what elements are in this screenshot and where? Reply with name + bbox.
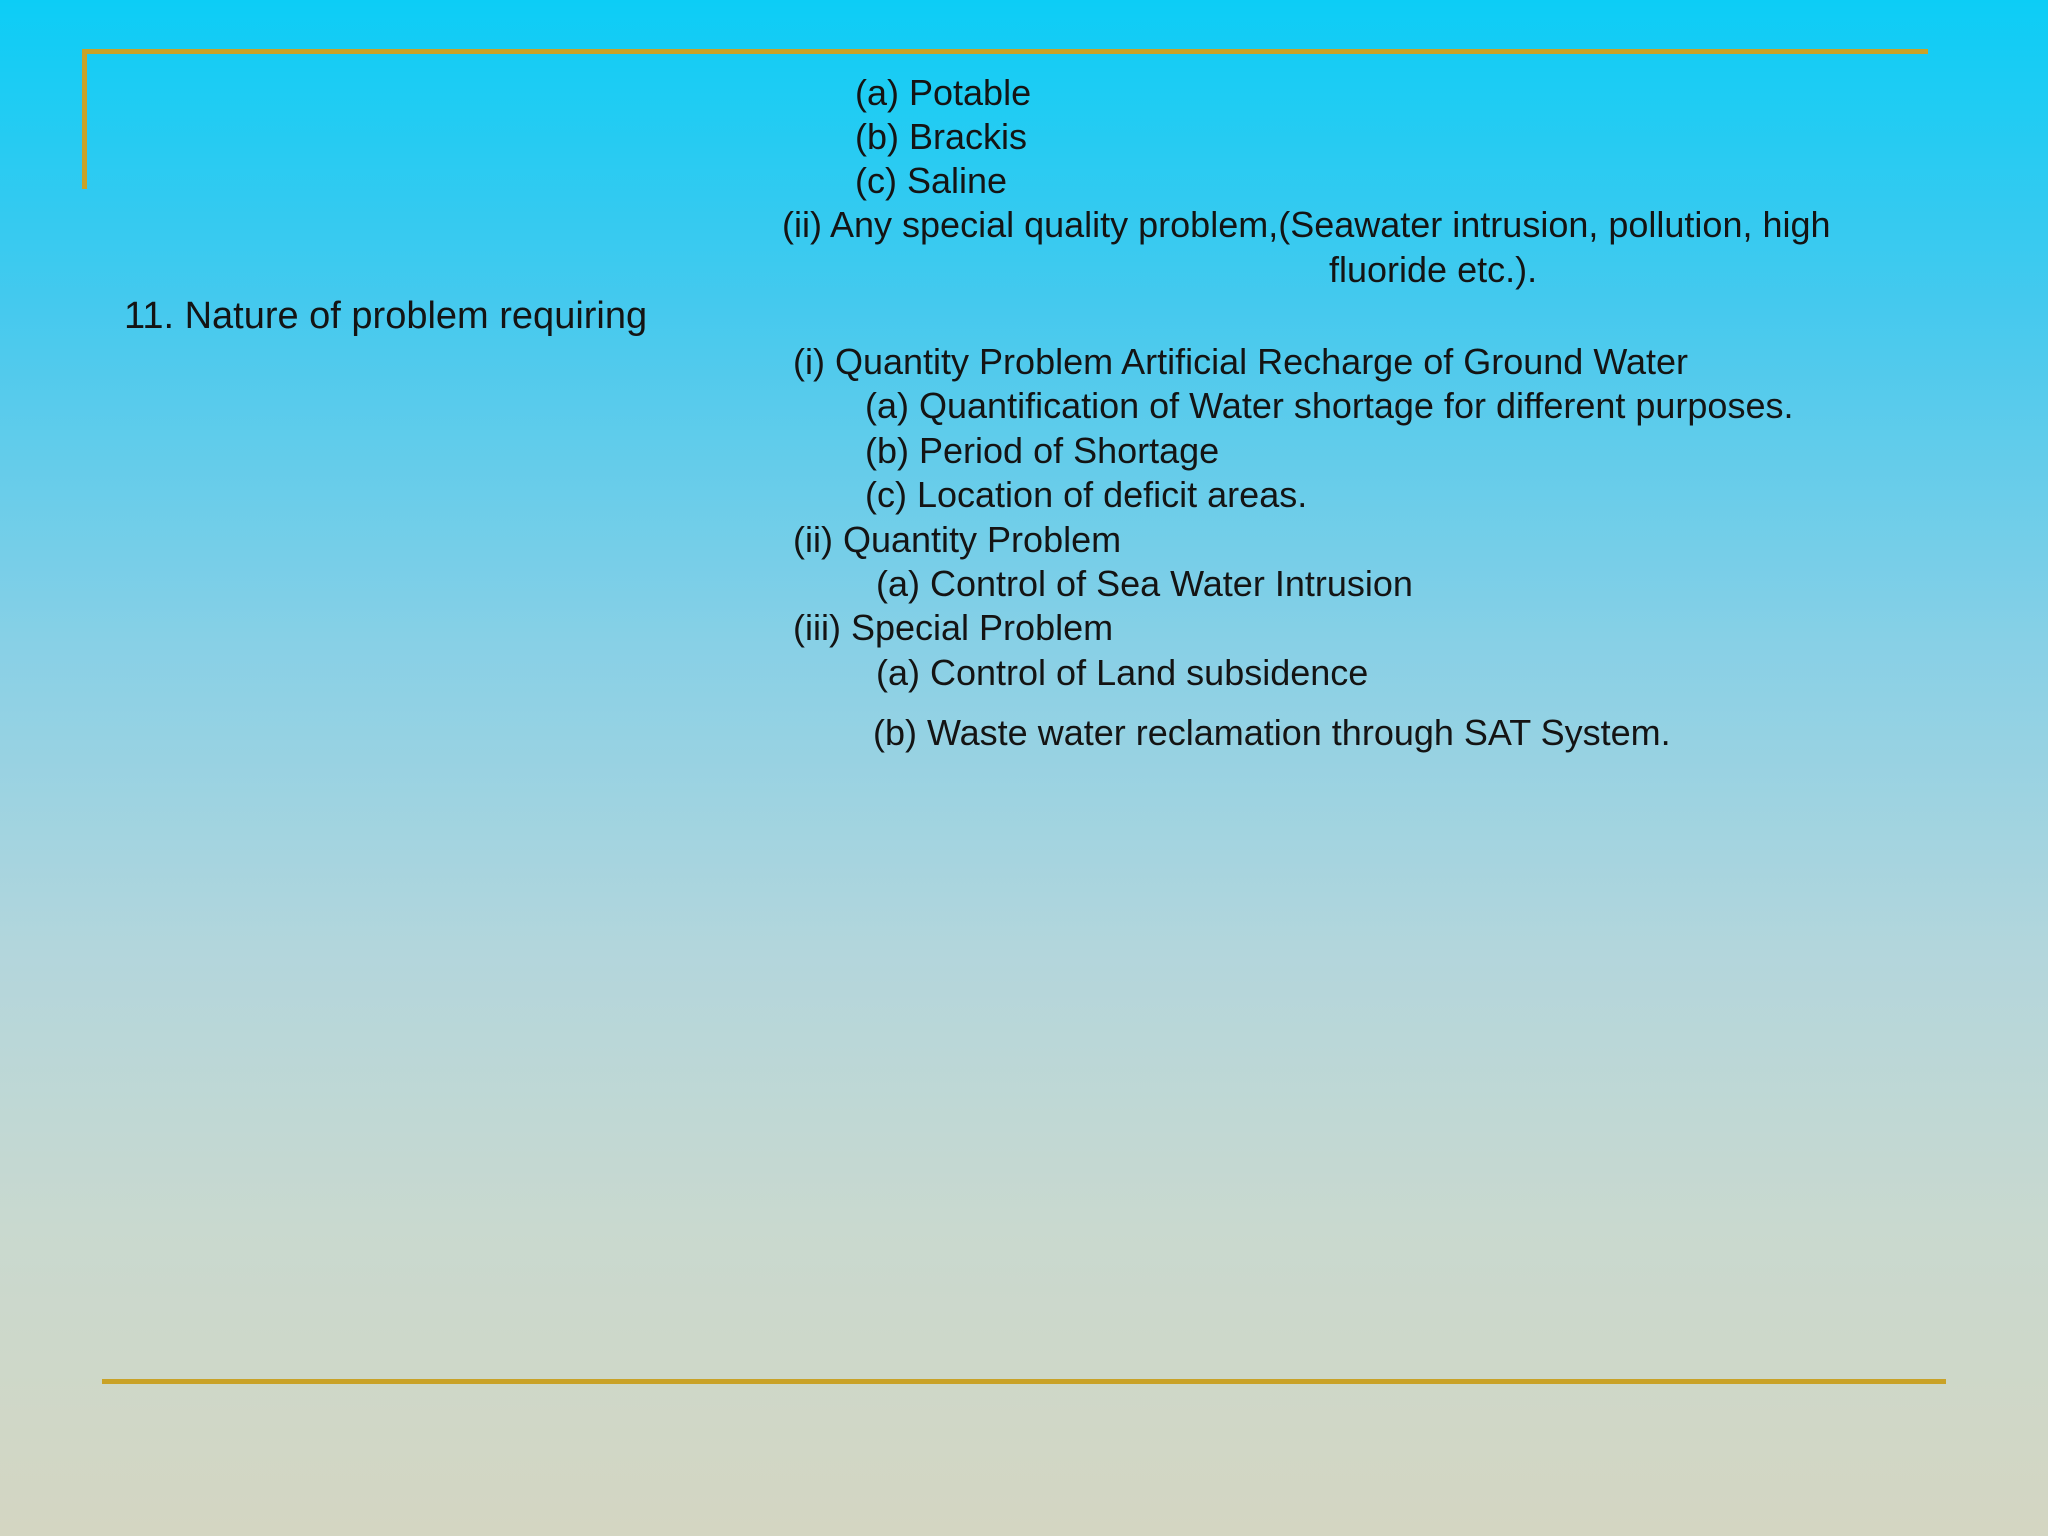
item-saline: (c) Saline: [855, 160, 1008, 201]
left-rule: [82, 49, 87, 189]
quantity-problem-sea: (ii) Quantity Problem: [793, 519, 1122, 560]
item-deficit-location: (c) Location of deficit areas.: [865, 474, 1308, 515]
item-sea-water-intrusion: (a) Control of Sea Water Intrusion: [876, 563, 1413, 604]
special-quality-line-1: (ii) Any special quality problem,(Seawater intrusion, pollution, high: [782, 204, 1831, 245]
special-quality-line-2: fluoride etc.).: [1329, 249, 1538, 290]
item-quantification: (a) Quantification of Water shortage for different purposes.: [865, 385, 1794, 426]
item-land-subsidence: (a) Control of Land subsidence: [876, 652, 1369, 693]
quantity-problem-recharge: (i) Quantity Problem Artificial Recharge of Ground Water: [793, 341, 1689, 382]
bottom-rule: [102, 1379, 1946, 1384]
item-waste-water-reclamation: (b) Waste water reclamation through SAT System.: [873, 712, 1671, 753]
item-period-of-shortage: (b) Period of Shortage: [865, 430, 1220, 471]
item-potable: (a) Potable: [855, 72, 1032, 113]
top-rule: [84, 49, 1928, 54]
special-problem: (iii) Special Problem: [793, 607, 1114, 648]
item-brackis: (b) Brackis: [855, 116, 1028, 157]
nature-of-problem-heading: 11. Nature of problem requiring: [124, 295, 648, 337]
